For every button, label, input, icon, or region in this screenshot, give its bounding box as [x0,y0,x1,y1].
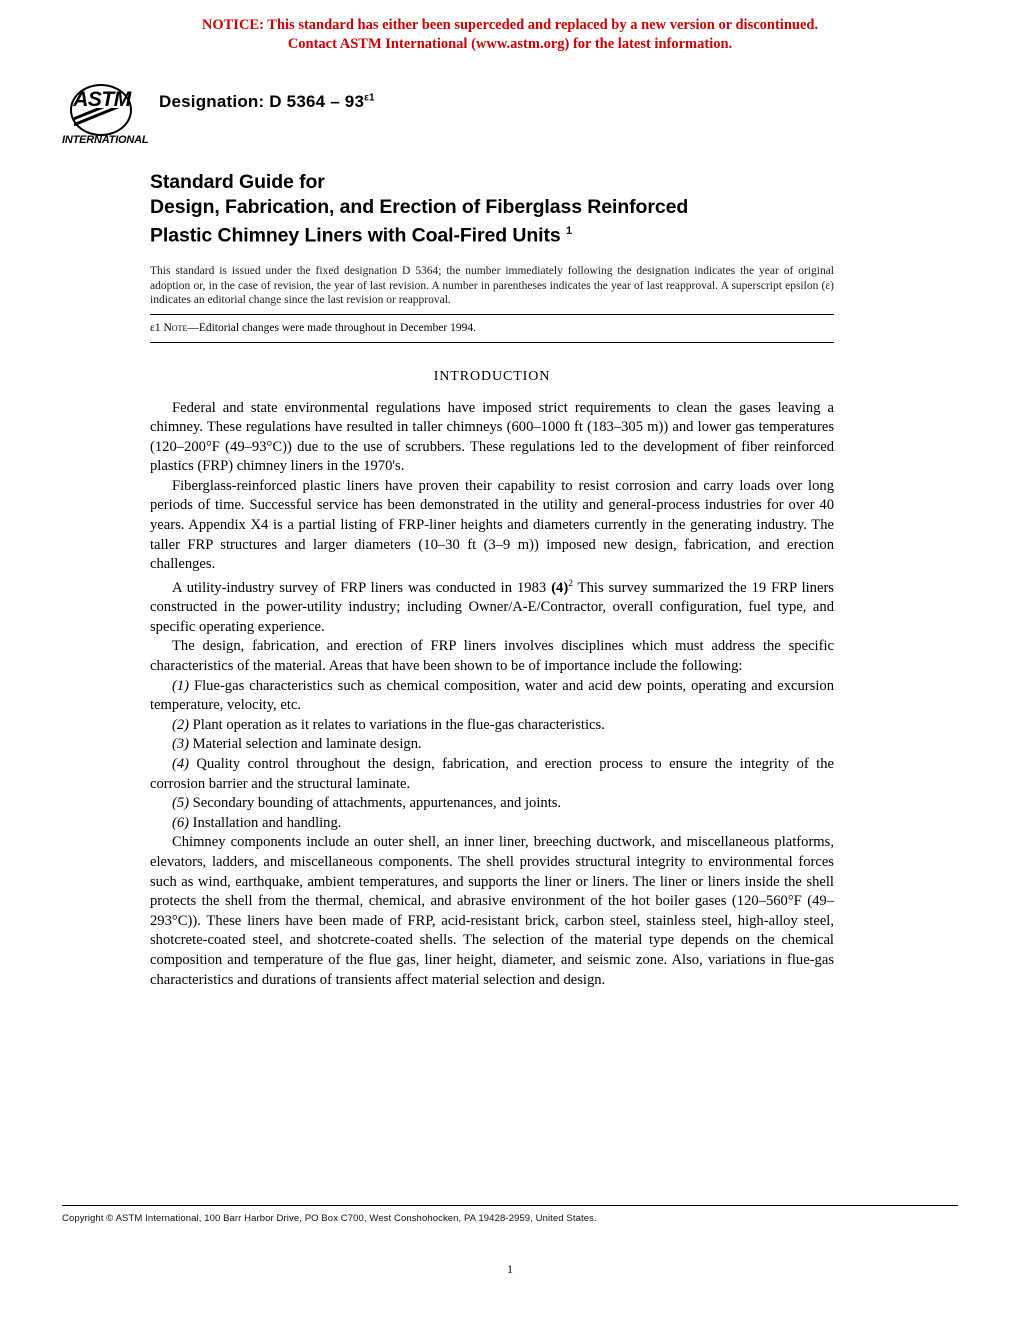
epsilon-marker: ε1 [150,321,161,334]
title-line-1: Standard Guide for [150,171,325,193]
standard-scope-note: This standard is issued under the fixed designation D 5364; the number immediately following the designation indicates the year of original adoption or, in the case of revision, the year of last revision. A number in parentheses indicates the year of last reapproval. A superscript epsilon (ε) indicates an editorial change since the last revision or reapproval. [150,265,834,306]
list-item-2-text: Plant operation as it relates to variations in the flue-gas characteristics. [189,716,605,733]
reference-4: (4) [551,579,569,596]
title-footnote-marker: 1 [565,225,572,237]
list-item-1-number: (1) [172,677,190,694]
note-text: —Editorial changes were made throughout in December 1994. [187,321,477,334]
notice-line-1: NOTICE: This standard has either been superceded and replaced by a new version or discontinued. [201,17,819,33]
paragraph-3-part-a: A utility-industry survey of FRP liners was conducted in 1983 [172,579,552,596]
list-item-6-number: (6) [172,814,190,831]
list-item-5 [150,794,834,814]
paragraph-5: Chimney components include an outer shell, an inner liner, breeching ductwork, and miscellaneous platforms, elevators, ladders, and miscellaneous components. The shell provides structural integrity to environmental forces such as wind, earthquake, ambient temperatures, and supports the liner or liners. The liner or liners inside the shell protects the shell from the thermal, chemical, and abrasive environment of the hot boiler gases (120–560°F (49–293°C)). These liners have been made of FRP, acid-resistant brick, carbon steel, stainless steel, high-alloy steel, shotcrete-coated steel, and shotcrete-coated shells. The selection of the material type depends on the chemical composition and temperature of the flue gas, liner height, diameter, and seismic zone. Also, variations in flue-gas characteristics and durations of transients affect material selection and design. [150,834,834,988]
document-content [150,170,834,990]
paragraph-3 [150,575,834,638]
page-number: 1 [507,1262,513,1276]
list-item-5-text: Secondary bounding of attachments, appurtenances, and joints. [189,795,562,812]
list-item-3-text: Material selection and laminate design. [189,736,422,753]
designation-line [159,92,375,112]
list-item-5-number: (5) [172,795,190,812]
title-line-2: Design, Fabrication, and Erection of Fiberglass Reinforced [150,195,689,218]
note-label: Note [163,321,188,334]
title-line-3: Plastic Chimney Liners with Coal-Fired Units [150,224,561,247]
list-item-4-number: (4) [172,756,190,773]
list-item-4-text: Quality control throughout the design, fabrication, and erection process to ensure the integrity of the corrosion barrier and the structural laminate. [150,756,834,792]
list-item-6 [150,814,834,834]
footnote-marker-2: 2 [568,578,573,589]
list-item-1-text: Flue-gas characteristics such as chemical composition, water and acid dew points, operating and excursion temperature, velocity, etc. [150,677,834,714]
divider-top [150,314,834,315]
divider-bottom [150,342,834,343]
document-header [62,82,962,162]
notice-line-2: Contact ASTM International (www.astm.org) for the latest information. [287,36,733,52]
list-item-3 [150,735,834,755]
list-item-4 [150,755,834,794]
notice-banner [0,16,1020,54]
list-item-3-number: (3) [172,736,190,753]
paragraph-3-part-b: This survey summarized the 19 FRP liners constructed in the power-utility industry; including Owner/A-E/Contractor, overall configuration, fuel type, and specific operating experience. [150,579,834,635]
editorial-note [150,321,834,336]
designation-superscript: ε1 [364,92,375,104]
astm-logo [62,82,149,160]
logo-international-text: INTERNATIONAL [62,134,149,146]
footer-divider [62,1205,958,1206]
page-title [150,170,834,248]
introduction-heading: INTRODUCTION [433,368,551,384]
paragraph-4: The design, fabrication, and erection of FRP liners involves disciplines which must address the specific characteristics of the material. Areas that have been shown to be of importance include the following: [150,638,834,675]
paragraph-1: Federal and state environmental regulations have imposed strict requirements to clean the gases leaving a chimney. These regulations have resulted in taller chimneys (600–1000 ft (183–305 m)) and lower gas temperatures (120–200°F (49–93°C)) due to the use of scrubbers. These regulations led to the development of fiber reinforced plastics (FRP) chimney liners in the 1970's. [150,399,834,475]
copyright-line: Copyright © ASTM International, 100 Barr Harbor Drive, PO Box C700, West Conshohocken, PA 19428-2959, United States. [62,1213,597,1224]
list-item-2-number: (2) [172,716,190,733]
list-item-2 [150,716,834,736]
introduction-body [150,399,834,991]
paragraph-2: Fiberglass-reinforced plastic liners have proven their capability to resist corrosion and carry loads over long periods of time. Successful service has been demonstrated in the utility and general-process industries for over 40 years. Appendix X4 is a partial listing of FRP-liner heights and diameters currently in the generating industry. The taller FRP structures and larger diameters (10–30 ft (3–9 m)) imposed new design, fabrication, and erection challenges. [150,477,834,573]
list-item-1 [150,677,834,716]
logo-astm-text: ASTM [73,88,131,111]
logo-slash-icon [74,108,128,126]
designation-text: Designation: D 5364 – 93 [159,92,365,111]
list-item-6-text: Installation and handling. [189,814,342,831]
